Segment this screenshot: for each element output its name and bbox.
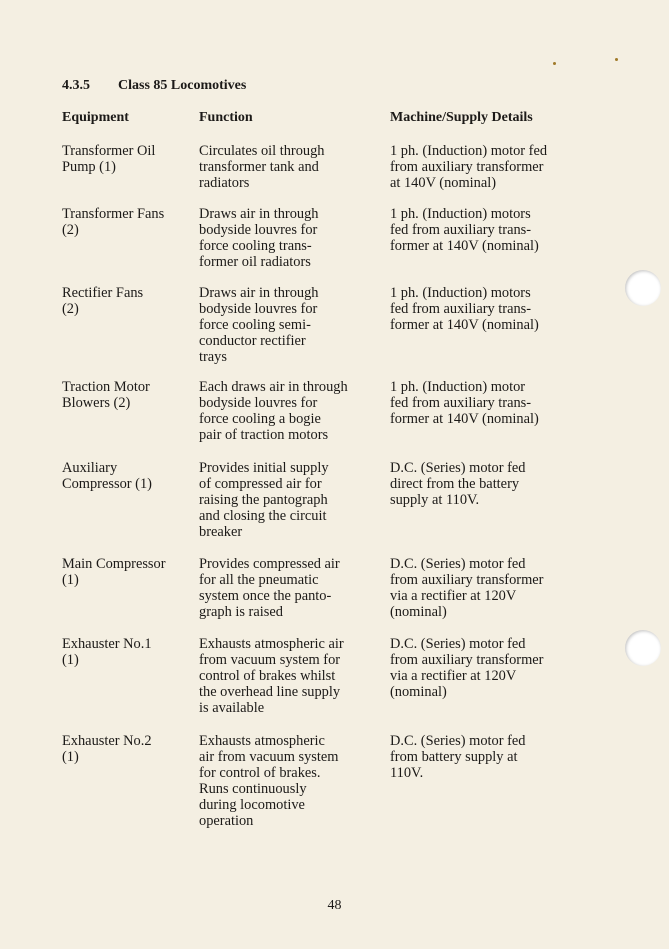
function-line: for all the pneumatic xyxy=(199,572,319,588)
function-line: control of brakes whilst xyxy=(199,668,336,684)
supply-cell xyxy=(390,556,580,620)
function-line: raising the pantograph xyxy=(199,492,328,508)
supply-line: D.C. (Series) motor fed xyxy=(390,556,526,572)
function-line: conductor rectifier xyxy=(199,333,306,349)
equipment-cell xyxy=(62,733,182,765)
function-cell xyxy=(199,143,374,191)
equipment-cell xyxy=(62,285,182,317)
supply-cell xyxy=(390,733,580,781)
section-heading xyxy=(62,78,246,94)
equipment-cell xyxy=(62,636,182,668)
function-line: transformer tank and xyxy=(199,159,319,175)
function-line: trays xyxy=(199,349,227,365)
punch-hole xyxy=(625,270,661,306)
paper-speck xyxy=(553,62,556,65)
equipment-line: Pump (1) xyxy=(62,159,116,175)
function-line: operation xyxy=(199,813,254,829)
supply-line: from auxiliary transformer xyxy=(390,572,544,588)
supply-line: former at 140V (nominal) xyxy=(390,317,539,333)
supply-line: via a rectifier at 120V xyxy=(390,668,517,684)
supply-line: 1 ph. (Induction) motor fed xyxy=(390,143,548,159)
supply-cell xyxy=(390,206,580,254)
function-cell xyxy=(199,636,374,716)
function-line: Exhausts atmospheric air xyxy=(199,636,344,652)
function-line: bodyside louvres for xyxy=(199,395,318,411)
equipment-line: Traction Motor xyxy=(62,379,150,395)
equipment-line: (1) xyxy=(62,652,79,668)
function-line: Provides initial supply xyxy=(199,460,329,476)
function-line: air from vacuum system xyxy=(199,749,339,765)
section-title: Class 85 Locomotives xyxy=(118,78,247,93)
supply-line: (nominal) xyxy=(390,684,447,700)
function-line: radiators xyxy=(199,175,250,191)
equipment-line: (2) xyxy=(62,301,79,317)
equipment-line: Transformer Oil xyxy=(62,143,156,159)
function-line: Draws air in through xyxy=(199,206,319,222)
function-line: Provides compressed air xyxy=(199,556,340,572)
equipment-line: Blowers (2) xyxy=(62,395,131,411)
column-header-supply: Machine/Supply Details xyxy=(390,110,533,125)
equipment-line: Main Compressor xyxy=(62,556,166,572)
equipment-cell xyxy=(62,143,182,175)
supply-cell xyxy=(390,460,580,508)
supply-line: 1 ph. (Induction) motors xyxy=(390,285,531,301)
function-line: the overhead line supply xyxy=(199,684,341,700)
supply-line: D.C. (Series) motor fed xyxy=(390,733,526,749)
function-line: of compressed air for xyxy=(199,476,322,492)
function-line: pair of traction motors xyxy=(199,427,329,443)
function-line: bodyside louvres for xyxy=(199,222,318,238)
function-line: Exhausts atmospheric xyxy=(199,733,325,749)
equipment-line: Rectifier Fans xyxy=(62,285,144,301)
equipment-line: (1) xyxy=(62,572,79,588)
supply-line: fed from auxiliary trans- xyxy=(390,301,532,317)
function-cell xyxy=(199,460,374,540)
section-number: 4.3.5 xyxy=(62,78,90,93)
supply-line: 1 ph. (Induction) motors xyxy=(390,206,531,222)
function-cell xyxy=(199,733,374,829)
equipment-line: Compressor (1) xyxy=(62,476,152,492)
function-line: is available xyxy=(199,700,265,716)
function-cell xyxy=(199,556,374,620)
supply-line: former at 140V (nominal) xyxy=(390,238,539,254)
function-line: from vacuum system for xyxy=(199,652,341,668)
paper-speck xyxy=(615,58,618,61)
function-line: breaker xyxy=(199,524,243,540)
function-cell xyxy=(199,379,374,443)
function-line: graph is raised xyxy=(199,604,283,620)
function-line: former oil radiators xyxy=(199,254,311,270)
supply-line: direct from the battery xyxy=(390,476,520,492)
function-line: force cooling semi- xyxy=(199,317,311,333)
equipment-line: (2) xyxy=(62,222,79,238)
supply-cell xyxy=(390,379,580,427)
function-line: during locomotive xyxy=(199,797,305,813)
supply-cell xyxy=(390,143,580,191)
function-line: and closing the circuit xyxy=(199,508,327,524)
supply-line: D.C. (Series) motor fed xyxy=(390,460,526,476)
supply-cell xyxy=(390,285,580,333)
equipment-cell xyxy=(62,556,182,588)
equipment-line: Exhauster No.1 xyxy=(62,636,152,652)
function-line: for control of brakes. xyxy=(199,765,321,781)
supply-line: from auxiliary transformer xyxy=(390,652,544,668)
function-line: Runs continuously xyxy=(199,781,307,797)
equipment-line: Auxiliary xyxy=(62,460,118,476)
supply-cell xyxy=(390,636,580,700)
supply-line: at 140V (nominal) xyxy=(390,175,497,191)
function-line: Circulates oil through xyxy=(199,143,325,159)
function-cell xyxy=(199,285,374,365)
supply-line: from auxiliary transformer xyxy=(390,159,544,175)
punch-hole xyxy=(625,630,661,666)
function-line: force cooling a bogie xyxy=(199,411,321,427)
supply-line: fed from auxiliary trans- xyxy=(390,222,532,238)
supply-line: former at 140V (nominal) xyxy=(390,411,539,427)
supply-line: from battery supply at xyxy=(390,749,518,765)
equipment-cell xyxy=(62,379,182,411)
equipment-cell xyxy=(62,206,182,238)
function-line: system once the panto- xyxy=(199,588,332,604)
supply-line: 110V. xyxy=(390,765,424,781)
function-line: force cooling trans- xyxy=(199,238,312,254)
function-line: Draws air in through xyxy=(199,285,319,301)
equipment-line: Exhauster No.2 xyxy=(62,733,152,749)
column-header-equipment: Equipment xyxy=(62,110,129,125)
supply-line: supply at 110V. xyxy=(390,492,480,508)
supply-line: 1 ph. (Induction) motor xyxy=(390,379,526,395)
supply-line: D.C. (Series) motor fed xyxy=(390,636,526,652)
function-line: Each draws air in through xyxy=(199,379,348,395)
supply-line: via a rectifier at 120V xyxy=(390,588,517,604)
equipment-line: Transformer Fans xyxy=(62,206,165,222)
equipment-line: (1) xyxy=(62,749,79,765)
column-header-function: Function xyxy=(199,110,253,125)
function-cell xyxy=(199,206,374,270)
supply-line: (nominal) xyxy=(390,604,447,620)
equipment-cell xyxy=(62,460,182,492)
page-number: 48 xyxy=(327,898,342,913)
function-line: bodyside louvres for xyxy=(199,301,318,317)
supply-line: fed from auxiliary trans- xyxy=(390,395,532,411)
